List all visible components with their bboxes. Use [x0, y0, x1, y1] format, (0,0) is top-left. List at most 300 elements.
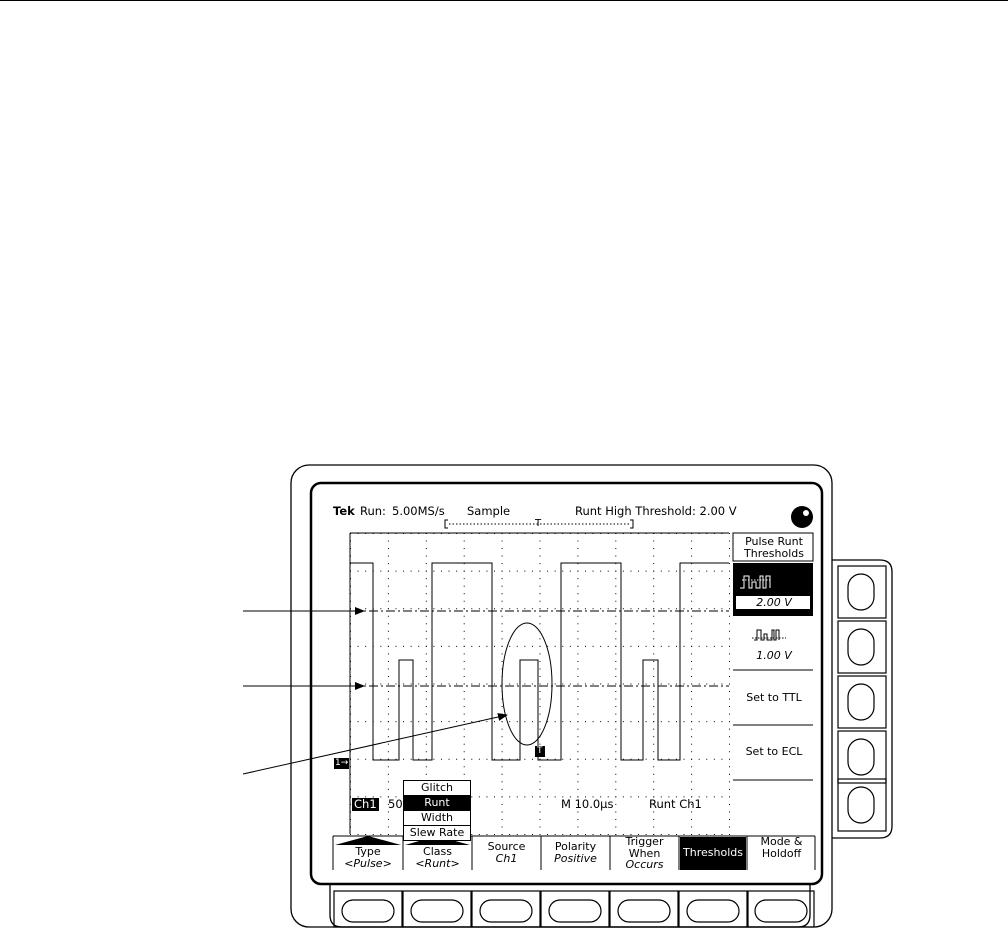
- popup-option-runt[interactable]: Runt: [404, 796, 470, 811]
- graticule-dot: [729, 789, 730, 790]
- graticule-dot: [426, 586, 427, 587]
- graticule-dot: [691, 541, 692, 542]
- graticule-dot: [509, 533, 510, 534]
- graticule-dot: [502, 774, 503, 775]
- graticule-dot: [714, 646, 715, 647]
- graticule-dot: [699, 608, 700, 609]
- graticule-dot: [600, 721, 601, 722]
- graticule-dot: [721, 834, 722, 835]
- graticule-dot: [623, 796, 624, 797]
- graticule-dot: [638, 571, 639, 572]
- graticule-dot: [653, 668, 654, 669]
- graticule-dot: [388, 586, 389, 587]
- graticule-dot: [540, 699, 541, 700]
- graticule-dot: [630, 721, 631, 722]
- graticule-dot: [540, 676, 541, 677]
- popup-option-slew-rate[interactable]: Slew Rate: [409, 826, 465, 839]
- graticule-dot: [729, 781, 730, 782]
- graticule-dot: [577, 706, 578, 707]
- graticule-dot: [471, 533, 472, 534]
- softkey-mode-holdoff-label: Mode & Holdoff: [760, 835, 803, 860]
- graticule-dot: [524, 533, 525, 534]
- graticule-dot: [729, 759, 730, 760]
- graticule-dot: [615, 631, 616, 632]
- graticule-dot: [653, 638, 654, 639]
- popup-option-width[interactable]: Width: [404, 811, 470, 826]
- graticule-dot: [388, 781, 389, 782]
- graticule-dot: [464, 691, 465, 692]
- graticule-dot: [441, 608, 442, 609]
- graticule-dot: [388, 653, 389, 654]
- graticule-dot: [464, 729, 465, 730]
- graticule-dot: [502, 826, 503, 827]
- graticule-dot: [540, 541, 541, 542]
- graticule-dot: [502, 593, 503, 594]
- graticule-dot: [433, 533, 434, 534]
- softkey-type[interactable]: [334, 846, 402, 880]
- graticule-dot: [380, 721, 381, 722]
- graticule-dot: [502, 714, 503, 715]
- graticule-dot: [729, 631, 730, 632]
- graticule-dot: [615, 781, 616, 782]
- graticule-dot: [494, 646, 495, 647]
- graticule-dot: [608, 608, 609, 609]
- graticule-dot: [540, 563, 541, 564]
- graticule-dot: [729, 578, 730, 579]
- softkey-trigger-when-value: Occurs: [625, 858, 664, 871]
- graticule-dot: [653, 759, 654, 760]
- graticule-dot: [441, 721, 442, 722]
- graticule-dot: [577, 759, 578, 760]
- graticule-dot: [638, 684, 639, 685]
- graticule-dot: [577, 616, 578, 617]
- graticule-dot: [729, 714, 730, 715]
- graticule-dot: [426, 691, 427, 692]
- graticule-dot: [471, 608, 472, 609]
- graticule-dot: [380, 533, 381, 534]
- graticule-dot: [380, 571, 381, 572]
- graticule-dot: [623, 571, 624, 572]
- graticule-dot: [388, 751, 389, 752]
- graticule-dot: [562, 684, 563, 685]
- graticule-dot: [729, 826, 730, 827]
- graticule-dot: [540, 796, 541, 797]
- graticule-dot: [540, 593, 541, 594]
- graticule-dot: [540, 826, 541, 827]
- graticule-dot: [449, 721, 450, 722]
- graticule-dot: [380, 684, 381, 685]
- graticule-dot: [426, 668, 427, 669]
- graticule-dot: [577, 638, 578, 639]
- graticule-dot: [668, 608, 669, 609]
- graticule-dot: [532, 721, 533, 722]
- graticule-dot: [593, 721, 594, 722]
- graticule-dot: [502, 571, 503, 572]
- softkey-type-value: <Pulse>: [344, 856, 392, 870]
- graticule-dot: [486, 646, 487, 647]
- graticule-dot: [426, 533, 427, 534]
- graticule-dot: [577, 578, 578, 579]
- graticule-dot: [433, 759, 434, 760]
- graticule-dot: [646, 533, 647, 534]
- graticule-dot: [540, 804, 541, 805]
- graticule-dot: [388, 714, 389, 715]
- graticule-dot: [388, 548, 389, 549]
- graticule-dot: [729, 729, 730, 730]
- graticule-dot: [691, 646, 692, 647]
- graticule-dot: [691, 729, 692, 730]
- graticule-dot: [471, 571, 472, 572]
- graticule-dot: [593, 834, 594, 835]
- graticule-dot: [638, 646, 639, 647]
- graticule-dot: [388, 608, 389, 609]
- graticule-dot: [471, 796, 472, 797]
- graticule-dot: [577, 623, 578, 624]
- softkey-polarity[interactable]: [542, 841, 609, 875]
- graticule-dot: [555, 533, 556, 534]
- graticule-dot: [577, 834, 578, 835]
- graticule-dot: [676, 533, 677, 534]
- graticule-dot: [502, 631, 503, 632]
- graticule-dot: [502, 706, 503, 707]
- trigger-status-indicator: [791, 506, 813, 528]
- graticule-dot: [350, 616, 351, 617]
- graticule-dot: [395, 721, 396, 722]
- graticule-dot: [729, 834, 730, 835]
- graticule-dot: [653, 736, 654, 737]
- side-menu-low-value[interactable]: 1.00 V: [756, 649, 792, 662]
- graticule-dot: [540, 661, 541, 662]
- graticule-dot: [395, 571, 396, 572]
- graticule-dot: [577, 684, 578, 685]
- graticule-dot: [426, 548, 427, 549]
- side-menu-set-ecl[interactable]: Set to ECL: [745, 745, 803, 758]
- graticule-dot: [479, 571, 480, 572]
- graticule-dot: [615, 789, 616, 790]
- graticule-dot: [638, 533, 639, 534]
- graticule-dot: [509, 796, 510, 797]
- graticule-dot: [691, 638, 692, 639]
- graticule-dot: [684, 721, 685, 722]
- graticule-dot: [418, 646, 419, 647]
- softkey-thresholds[interactable]: [680, 847, 746, 881]
- graticule-dot: [464, 556, 465, 557]
- graticule-dot: [365, 684, 366, 685]
- graticule-dot: [585, 608, 586, 609]
- graticule-dot: [691, 789, 692, 790]
- graticule-dot: [691, 653, 692, 654]
- graticule-dot: [388, 623, 389, 624]
- graticule-dot: [350, 736, 351, 737]
- graticule-dot: [729, 774, 730, 775]
- graticule-dot: [706, 759, 707, 760]
- graticule-dot: [615, 759, 616, 760]
- graticule-dot: [615, 661, 616, 662]
- graticule-dot: [653, 684, 654, 685]
- graticule-dot: [464, 676, 465, 677]
- graticule-dot: [350, 638, 351, 639]
- graticule-dot: [577, 751, 578, 752]
- graticule-dot: [540, 548, 541, 549]
- graticule-dot: [623, 533, 624, 534]
- graticule-dot: [365, 608, 366, 609]
- graticule-dot: [661, 684, 662, 685]
- graticule-dot: [729, 586, 730, 587]
- graticule-dot: [365, 721, 366, 722]
- graticule-dot: [691, 774, 692, 775]
- graticule-dot: [403, 684, 404, 685]
- graticule-dot: [517, 608, 518, 609]
- graticule-dot: [699, 684, 700, 685]
- graticule-dot: [502, 766, 503, 767]
- graticule-dot: [502, 533, 503, 534]
- graticule-dot: [653, 601, 654, 602]
- graticule-dot: [464, 548, 465, 549]
- graticule-dot: [373, 533, 374, 534]
- graticule-dot: [418, 608, 419, 609]
- graticule-dot: [615, 811, 616, 812]
- graticule-dot: [577, 811, 578, 812]
- graticule-dot: [577, 571, 578, 572]
- graticule-dot: [577, 586, 578, 587]
- graticule-dot: [486, 533, 487, 534]
- graticule-dot: [365, 571, 366, 572]
- graticule-dot: [502, 819, 503, 820]
- graticule-dot: [464, 774, 465, 775]
- graticule-dot: [388, 774, 389, 775]
- graticule-dot: [615, 578, 616, 579]
- graticule-dot: [653, 811, 654, 812]
- graticule-dot: [615, 819, 616, 820]
- graticule-dot: [577, 631, 578, 632]
- graticule-dot: [729, 706, 730, 707]
- softkey-trigger-when[interactable]: [611, 836, 678, 870]
- graticule-dot: [729, 691, 730, 692]
- graticule-dot: [721, 646, 722, 647]
- graticule-dot: [517, 834, 518, 835]
- graticule-dot: [502, 548, 503, 549]
- graticule-dot: [426, 556, 427, 557]
- graticule-dot: [593, 533, 594, 534]
- graticule-dot: [699, 759, 700, 760]
- graticule-dot: [729, 804, 730, 805]
- graticule-dot: [555, 721, 556, 722]
- graticule-dot: [426, 744, 427, 745]
- graticule-dot: [691, 699, 692, 700]
- graticule-dot: [615, 548, 616, 549]
- graticule-dot: [388, 631, 389, 632]
- graticule-dot: [350, 721, 351, 722]
- graticule-dot: [585, 834, 586, 835]
- graticule-dot: [358, 834, 359, 835]
- graticule-dot: [653, 744, 654, 745]
- graticule-dot: [699, 721, 700, 722]
- graticule-dot: [418, 721, 419, 722]
- graticule-dot: [403, 608, 404, 609]
- graticule-dot: [350, 556, 351, 557]
- graticule-dot: [464, 541, 465, 542]
- graticule-dot: [653, 781, 654, 782]
- graticule-dot: [540, 714, 541, 715]
- graticule-dot: [358, 646, 359, 647]
- graticule-dot: [630, 571, 631, 572]
- graticule-dot: [365, 759, 366, 760]
- graticule-dot: [653, 729, 654, 730]
- graticule-dot: [395, 684, 396, 685]
- graticule-dot: [388, 571, 389, 572]
- graticule-dot: [464, 684, 465, 685]
- graticule-dot: [600, 608, 601, 609]
- graticule-dot: [653, 661, 654, 662]
- graticule-dot: [358, 684, 359, 685]
- graticule-dot: [653, 774, 654, 775]
- graticule-dot: [714, 834, 715, 835]
- graticule-dot: [653, 608, 654, 609]
- graticule-dot: [426, 729, 427, 730]
- graticule-dot: [479, 796, 480, 797]
- graticule-dot: [729, 766, 730, 767]
- graticule-dot: [691, 684, 692, 685]
- graticule-dot: [691, 616, 692, 617]
- softkey-thresholds-label: Thresholds: [683, 846, 743, 859]
- graticule-dot: [365, 646, 366, 647]
- graticule-dot: [517, 721, 518, 722]
- graticule-dot: [585, 721, 586, 722]
- softkey-mode-holdoff[interactable]: [748, 836, 815, 870]
- graticule-dot: [388, 661, 389, 662]
- graticule-dot: [426, 623, 427, 624]
- graticule-dot: [380, 646, 381, 647]
- graticule-dot: [729, 819, 730, 820]
- side-menu-high-value[interactable]: 2.00 V: [756, 596, 792, 609]
- graticule-dot: [494, 684, 495, 685]
- graticule-dot: [585, 533, 586, 534]
- graticule-dot: [426, 563, 427, 564]
- graticule-dot: [540, 691, 541, 692]
- side-menu-set-ttl[interactable]: Set to TTL: [746, 691, 802, 704]
- softkey-source-value: Ch1: [495, 851, 518, 865]
- graticule-dot: [540, 721, 541, 722]
- graticule-dot: [615, 586, 616, 587]
- graticule-dot: [608, 759, 609, 760]
- graticule-dot: [517, 796, 518, 797]
- softkey-class[interactable]: [404, 846, 471, 880]
- graticule-dot: [684, 684, 685, 685]
- graticule-dot: [502, 616, 503, 617]
- graticule-dot: [350, 593, 351, 594]
- graticule-dot: [668, 834, 669, 835]
- graticule-dot: [691, 751, 692, 752]
- graticule-dot: [729, 736, 730, 737]
- graticule-dot: [388, 789, 389, 790]
- graticule-dot: [623, 721, 624, 722]
- graticule-dot: [646, 684, 647, 685]
- graticule-dot: [411, 721, 412, 722]
- graticule-dot: [691, 834, 692, 835]
- graticule-dot: [456, 608, 457, 609]
- graticule-dot: [714, 796, 715, 797]
- graticule-dot: [350, 533, 351, 534]
- softkey-class-value: <Runt>: [415, 856, 460, 870]
- sample-rate-readout: 5.00MS/s: [392, 504, 445, 518]
- graticule-dot: [714, 684, 715, 685]
- graticule-dot: [577, 646, 578, 647]
- graticule-dot: [615, 834, 616, 835]
- graticule-dot: [706, 834, 707, 835]
- graticule-dot: [464, 751, 465, 752]
- graticule-dot: [615, 774, 616, 775]
- graticule-dot: [577, 774, 578, 775]
- graticule-dot: [615, 653, 616, 654]
- side-bezel-buttons: [838, 566, 886, 831]
- graticule-dot: [585, 646, 586, 647]
- graticule-dot: [388, 676, 389, 677]
- graticule-dot: [729, 744, 730, 745]
- popup-option-glitch[interactable]: Glitch: [404, 781, 470, 796]
- graticule-dot: [532, 759, 533, 760]
- graticule-dot: [577, 676, 578, 677]
- graticule-dot: [464, 699, 465, 700]
- graticule-dot: [676, 608, 677, 609]
- graticule-dot: [630, 684, 631, 685]
- graticule-dot: [426, 721, 427, 722]
- graticule-dot: [403, 759, 404, 760]
- graticule-dot: [615, 744, 616, 745]
- graticule-dot: [729, 721, 730, 722]
- graticule-dot: [577, 721, 578, 722]
- graticule-dot: [547, 533, 548, 534]
- graticule-dot: [532, 571, 533, 572]
- graticule-dot: [638, 608, 639, 609]
- graticule-dot: [350, 811, 351, 812]
- graticule-dot: [418, 684, 419, 685]
- graticule-dot: [577, 601, 578, 602]
- class-popup-menu: [403, 780, 471, 841]
- graticule-dot: [623, 684, 624, 685]
- graticule-dot: [433, 721, 434, 722]
- graticule-dot: [653, 653, 654, 654]
- graticule-dot: [524, 759, 525, 760]
- graticule-dot: [464, 586, 465, 587]
- graticule-dot: [562, 608, 563, 609]
- graticule-dot: [388, 721, 389, 722]
- graticule-dot: [540, 766, 541, 767]
- graticule-dot: [691, 548, 692, 549]
- graticule-dot: [502, 556, 503, 557]
- graticule-dot: [456, 721, 457, 722]
- graticule-dot: [449, 759, 450, 760]
- graticule-dot: [615, 736, 616, 737]
- graticule-dot: [464, 571, 465, 572]
- graticule-dot: [653, 706, 654, 707]
- graticule-dot: [691, 811, 692, 812]
- graticule-dot: [570, 721, 571, 722]
- graticule-dot: [653, 646, 654, 647]
- graticule-dot: [577, 781, 578, 782]
- graticule-dot: [577, 661, 578, 662]
- graticule-dot: [373, 834, 374, 835]
- graticule-dot: [426, 661, 427, 662]
- softkey-source[interactable]: [473, 841, 540, 875]
- graticule-dot: [358, 533, 359, 534]
- graticule-dot: [524, 608, 525, 609]
- graticule-dot: [479, 834, 480, 835]
- graticule-dot: [350, 834, 351, 835]
- graticule-dot: [661, 721, 662, 722]
- graticule-dot: [524, 721, 525, 722]
- graticule-dot: [714, 571, 715, 572]
- graticule-dot: [691, 759, 692, 760]
